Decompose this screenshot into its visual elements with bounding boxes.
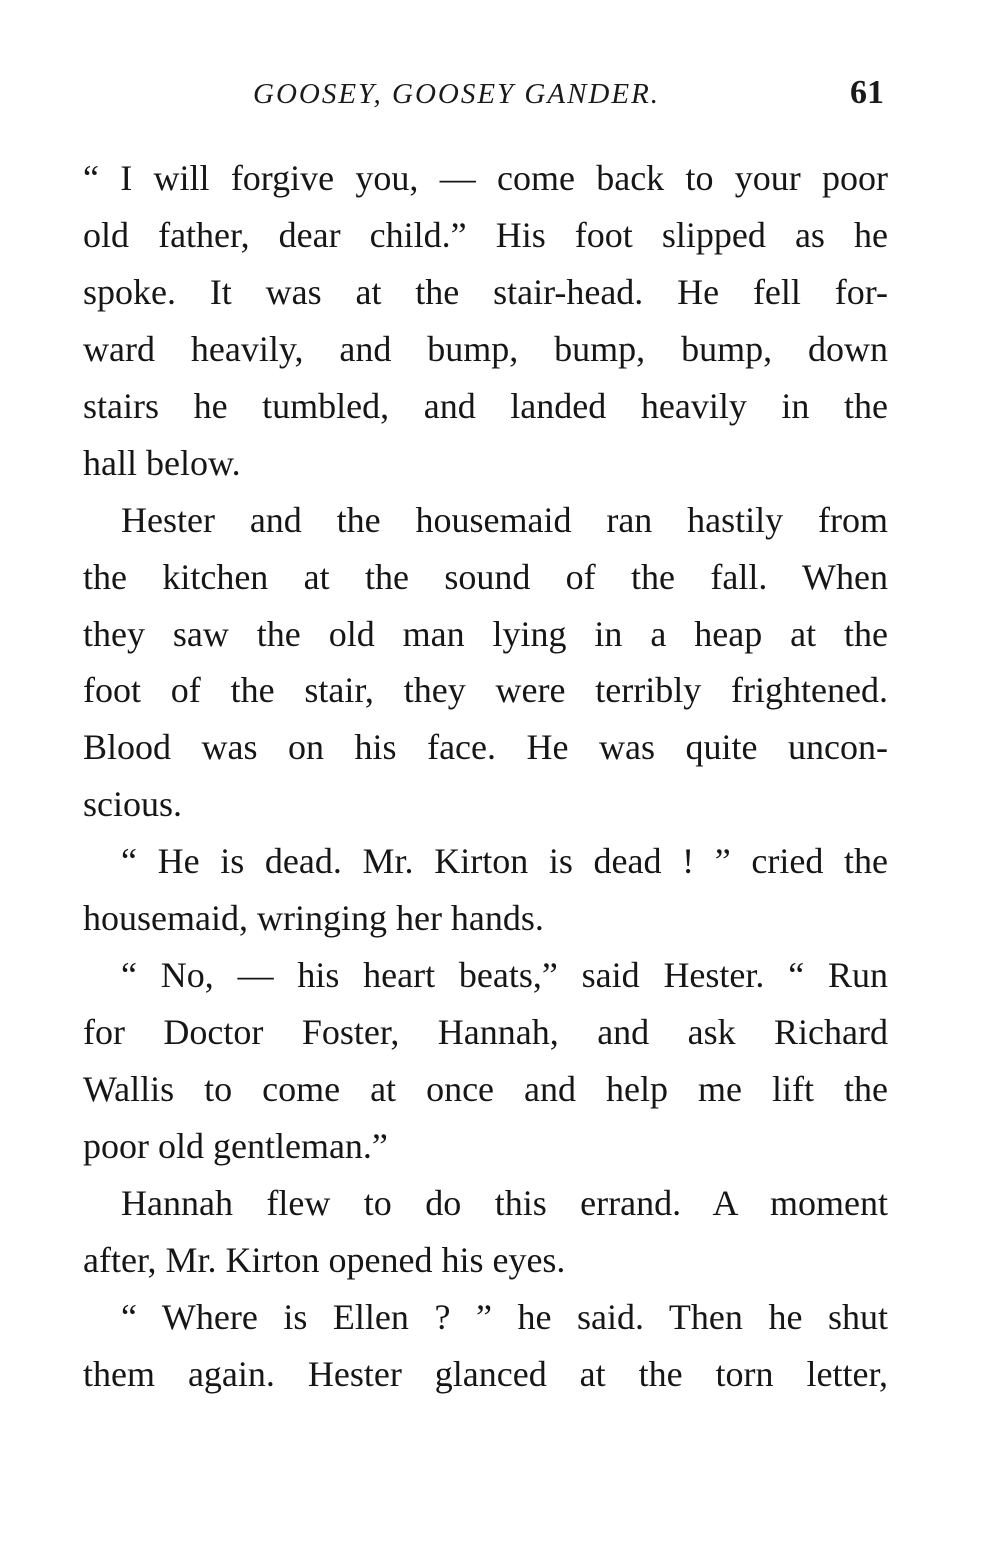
text-line: old father, dear child.” His foot slipped as he bbox=[83, 214, 888, 255]
text-line: Hester and the housemaid ran hastily from bbox=[121, 499, 888, 540]
text-line: “ Where is Ellen ? ” he said. Then he shut bbox=[121, 1296, 888, 1337]
text-line: foot of the stair, they were terribly frightened. bbox=[83, 670, 888, 711]
text-line: hall below. bbox=[83, 442, 241, 483]
text-line: scious. bbox=[83, 784, 182, 825]
text-line: stairs he tumbled, and landed heavily in the bbox=[83, 385, 888, 426]
running-title: GOOSEY, GOOSEY GANDER. bbox=[253, 78, 661, 110]
text-line: “ He is dead. Mr. Kirton is dead ! ” cried the bbox=[121, 841, 888, 882]
text-line: Wallis to come at once and help me lift the bbox=[83, 1069, 888, 1109]
text-line: “ I will forgive you, — come back to your poor bbox=[83, 158, 888, 198]
text-line: after, Mr. Kirton opened his eyes. bbox=[83, 1239, 566, 1280]
body-text bbox=[83, 150, 888, 1403]
text-line: poor old gentleman.” bbox=[83, 1125, 388, 1166]
text-line: the kitchen at the sound of the fall. When bbox=[83, 556, 888, 597]
text-line: for Doctor Foster, Hannah, and ask Richard bbox=[83, 1012, 888, 1053]
text-line: “ No, — his heart beats,” said Hester. “ Run bbox=[121, 955, 888, 996]
text-line: ward heavily, and bump, bump, bump, down bbox=[83, 328, 888, 369]
running-head bbox=[83, 74, 888, 122]
text-line: housemaid, wringing her hands. bbox=[83, 898, 544, 939]
text-line: spoke. It was at the stair-head. He fell for- bbox=[83, 271, 888, 312]
text-line: they saw the old man lying in a heap at the bbox=[83, 613, 888, 654]
page-number: 61 bbox=[850, 74, 884, 111]
text-line: Blood was on his face. He was quite uncon- bbox=[83, 727, 888, 768]
text-line: them again. Hester glanced at the torn letter, bbox=[83, 1353, 888, 1394]
text-line: Hannah flew to do this errand. A moment bbox=[121, 1182, 888, 1223]
